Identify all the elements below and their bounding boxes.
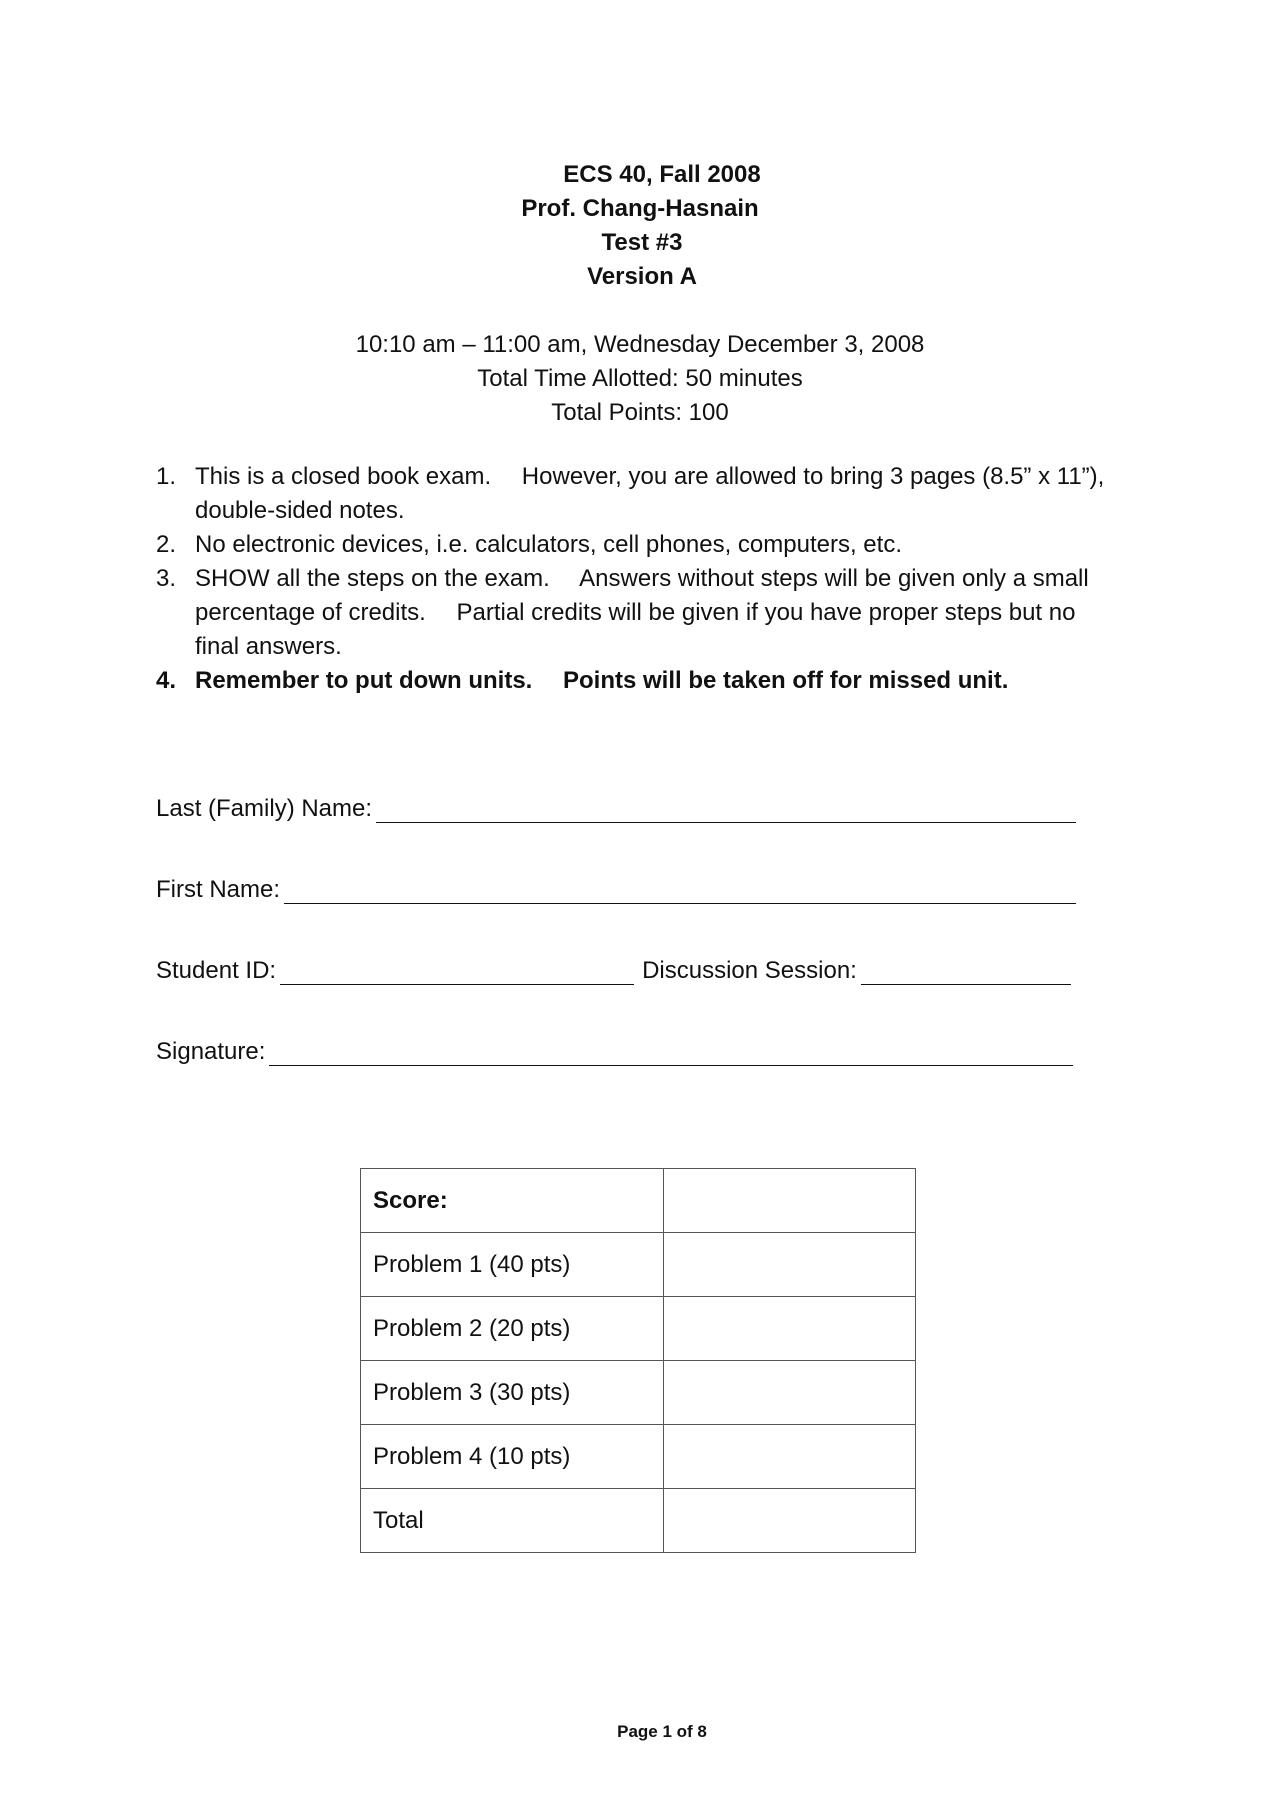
table-row [361, 1233, 916, 1297]
instruction-text: SHOW all the steps on the exam. Answers without steps will be given only a small percentage of credits. Partial credits will be given if you have proper steps but no final answers. [195, 565, 1089, 660]
score-table [360, 1168, 916, 1553]
table-row [361, 1489, 916, 1553]
instruction-number: 2. [156, 531, 177, 558]
score-value-cell [664, 1169, 916, 1233]
problem-label-cell: Problem 4 (10 pts) [361, 1425, 664, 1489]
score-value-cell [664, 1425, 916, 1489]
exam-time: 10:10 am – 11:00 am, Wednesday December 3, 2008 [355, 331, 925, 358]
instruction-number: 3. [156, 565, 177, 592]
problem-label-cell: Problem 1 (40 pts) [361, 1233, 664, 1297]
table-row [361, 1425, 916, 1489]
score-value-cell [664, 1297, 916, 1361]
last-name-label: Last (Family) Name: [156, 795, 373, 822]
signature-label: Signature: [156, 1038, 266, 1065]
page-number: Page 1 of 8 [617, 1722, 707, 1741]
instruction-text: This is a closed book exam. However, you are allowed to bring 3 pages (8.5” x 11”), double-sided notes. [195, 463, 1105, 524]
table-row [361, 1297, 916, 1361]
score-value-cell [664, 1233, 916, 1297]
first-name-field[interactable] [284, 877, 1076, 904]
last-name-field[interactable] [376, 796, 1076, 823]
score-value-cell [664, 1489, 916, 1553]
table-row [361, 1361, 916, 1425]
first-name-row [156, 876, 1086, 957]
instruction-text: Remember to put down units. Points will be taken off for missed unit. [195, 667, 1009, 694]
signature-row [156, 1038, 1086, 1119]
discussion-session-label: Discussion Session: [642, 957, 857, 984]
score-table-header-row [361, 1169, 916, 1233]
discussion-session-field[interactable] [861, 958, 1071, 985]
score-header-cell: Score: [361, 1169, 664, 1233]
instruction-text: No electronic devices, i.e. calculators, cell phones, computers, etc. [195, 531, 902, 558]
student-id-field[interactable] [280, 958, 634, 985]
instruction-item [156, 562, 1116, 664]
problem-label-cell: Problem 3 (30 pts) [361, 1361, 664, 1425]
instruction-number: 4. [156, 667, 177, 694]
problem-label-cell: Problem 2 (20 pts) [361, 1297, 664, 1361]
total-label-cell: Total [361, 1489, 664, 1553]
instructions-list [156, 460, 1116, 698]
time-allotted: Total Time Allotted: 50 minutes [477, 365, 803, 392]
instruction-item [156, 528, 1116, 562]
test-version: Version A [587, 263, 697, 290]
header-spacer [0, 294, 1280, 328]
student-id-label: Student ID: [156, 957, 277, 984]
exam-header [0, 158, 1280, 430]
instruction-item [156, 664, 1116, 698]
professor-name: Prof. Chang-Hasnain [521, 195, 759, 222]
signature-field[interactable] [269, 1039, 1073, 1066]
instruction-item [156, 460, 1116, 528]
student-info-fields [156, 795, 1086, 1119]
first-name-label: First Name: [156, 876, 281, 903]
last-name-row [156, 795, 1086, 876]
course-title: ECS 40, Fall 2008 [563, 161, 761, 188]
score-value-cell [664, 1361, 916, 1425]
student-id-row [156, 957, 1086, 1038]
total-points: Total Points: 100 [551, 399, 729, 426]
test-number: Test #3 [601, 229, 683, 256]
instruction-number: 1. [156, 463, 177, 490]
